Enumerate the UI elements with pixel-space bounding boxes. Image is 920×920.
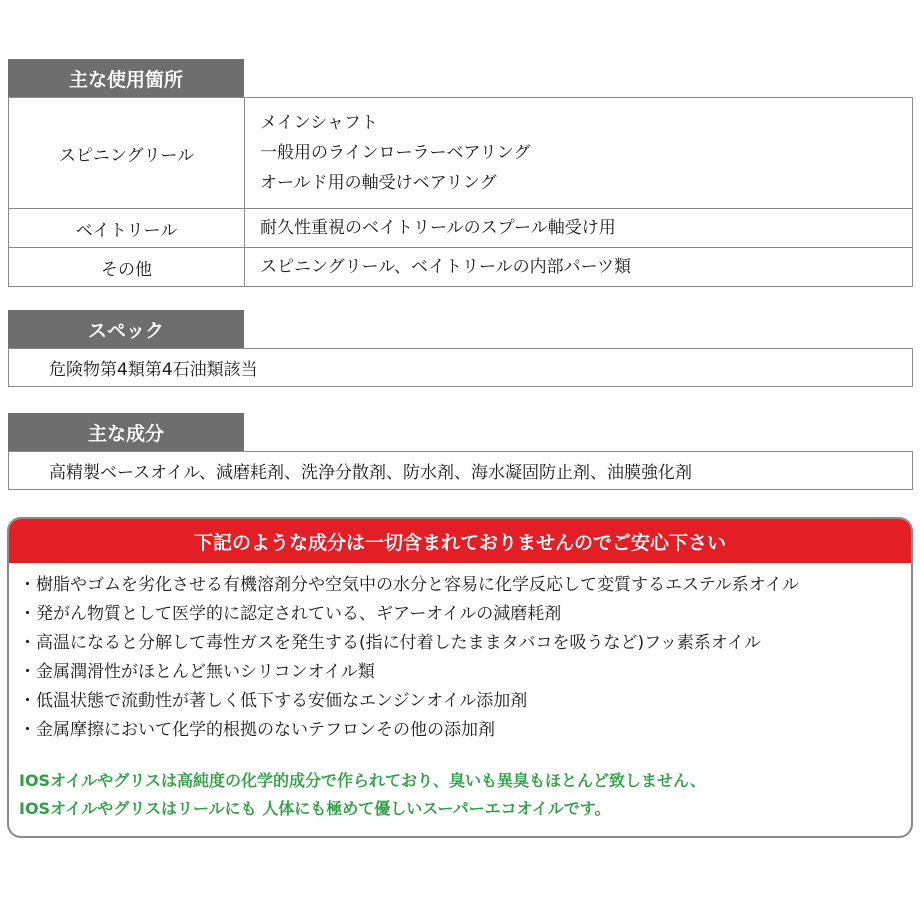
usage-description — [245, 98, 913, 209]
list-item: ・金属潤滑性がほとんど無いシリコンオイル類 — [19, 662, 375, 682]
usage-description-line: オールド用の軸受けベアリング — [260, 173, 497, 193]
ingredients-text: 高精製ベースオイル、減磨耗剤、洗浄分散剤、防水剤、海水凝固防止剤、油膜強化剤 — [8, 451, 913, 490]
usage-category: スピニングリール — [9, 98, 245, 209]
warning-note — [9, 745, 911, 823]
usage-description-line: スピニングリール、ベイトリールの内部パーツ類 — [260, 257, 631, 277]
usage-description — [245, 248, 913, 287]
note-line: IOSオイルやグリスはリールにも 人体にも極めて優しいスーパーエコオイルです。 — [19, 799, 611, 818]
usage-table — [8, 97, 913, 287]
usage-heading: 主な使用箇所 — [8, 59, 244, 97]
spec-heading: スペック — [8, 310, 244, 348]
ingredients-heading: 主な成分 — [8, 413, 244, 451]
spec-text: 危険物第4類第4石油類該当 — [8, 348, 913, 387]
usage-category: ベイトリール — [9, 209, 245, 248]
table-row — [9, 98, 913, 209]
note-line: IOSオイルやグリスは高純度の化学的成分で作られており、臭いも異臭もほとんど致しません、 — [19, 771, 706, 790]
warning-list — [9, 563, 911, 745]
list-item: ・樹脂やゴムを劣化させる有機溶剤分や空気中の水分と容易に化学反応して変質するエステル系オイル — [19, 575, 799, 595]
usage-description-line: 一般用のラインローラーベアリング — [260, 143, 531, 163]
table-row — [9, 248, 913, 287]
usage-description-line: メインシャフト — [260, 113, 378, 133]
list-item: ・高温になると分解して毒性ガスを発生する(指に付着したままタバコを吸うなど)フッ素系オイル — [19, 633, 762, 653]
warning-box — [7, 517, 913, 838]
list-item: ・発がん物質として医学的に認定されている、ギアーオイルの減磨耗剤 — [19, 604, 562, 624]
list-item: ・低温状態で流動性が著しく低下する安価なエンジンオイル添加剤 — [19, 691, 528, 711]
usage-description — [245, 209, 913, 248]
table-row — [9, 209, 913, 248]
list-item: ・金属摩擦において化学的根拠のないテフロンその他の添加剤 — [19, 720, 495, 740]
usage-category: その他 — [9, 248, 245, 287]
warning-title: 下記のような成分は一切含まれておりませんのでご安心下さい — [9, 519, 911, 563]
usage-description-line: 耐久性重視のベイトリールのスプール軸受け用 — [260, 218, 616, 238]
